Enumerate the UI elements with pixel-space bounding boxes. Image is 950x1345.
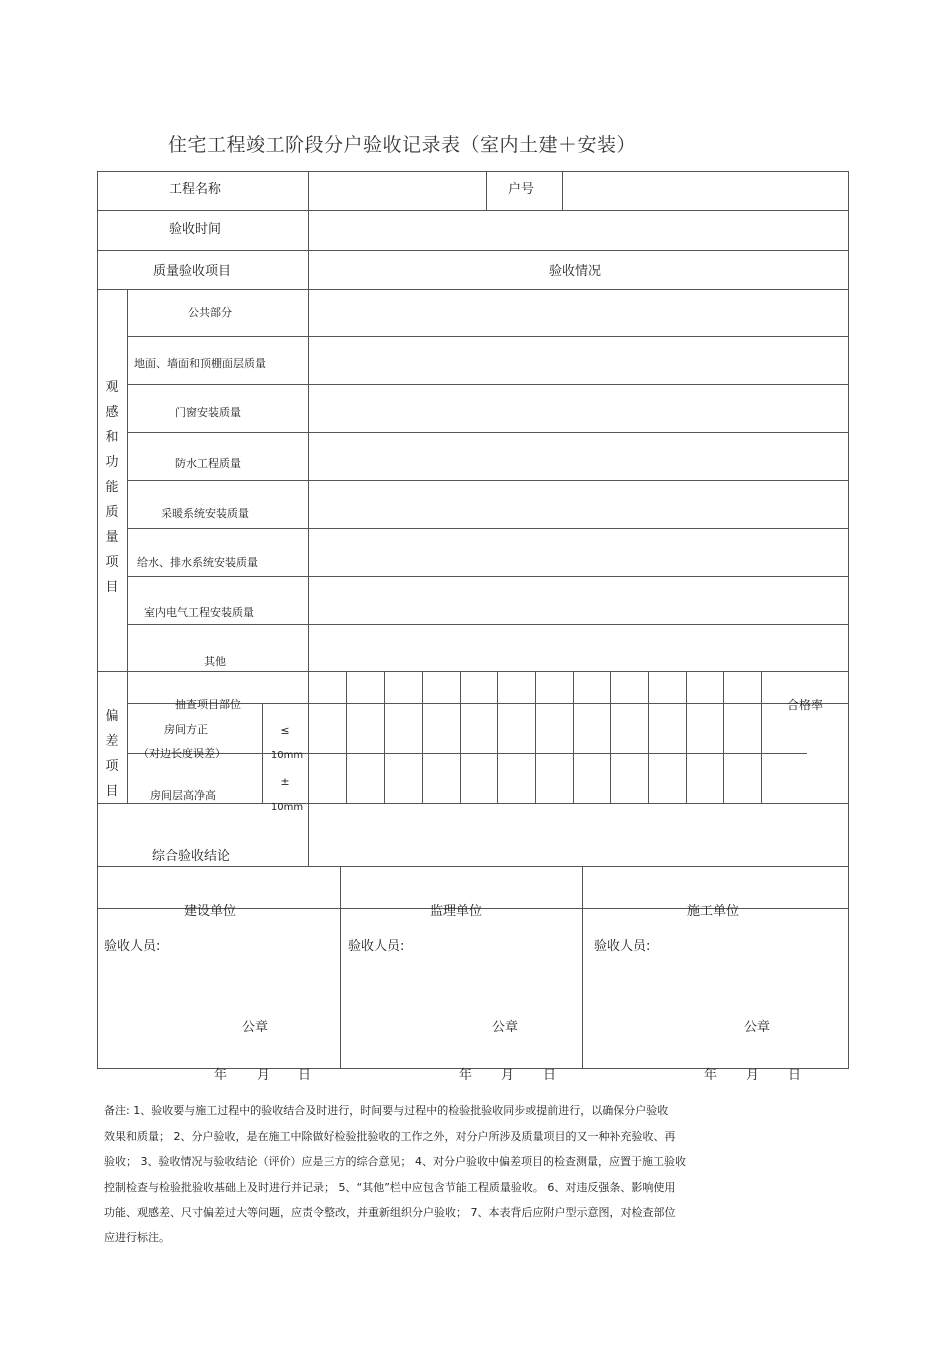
note-line: 控制检查与检验批验收基础上及时进行并记录； 5、“其他”栏中应包含节能工程质量验收。 6、对违反强条、影响使用 [104,1181,676,1194]
conclusion-label: 综合验收结论 [152,849,231,864]
note-line: 备注: 1、验收要与施工过程中的验收结合及时进行，时间要与过程中的检验批验收同步或提前进行，以确保分户验收 [104,1104,669,1117]
seal-label-supervisor: 公章 [492,1020,519,1035]
item-label-heating: 采暖系统安装质量 [161,507,249,520]
result-field-doors-windows[interactable] [312,388,842,430]
pass-rate-label: 合格率 [786,698,823,712]
section-char: 项 [105,759,119,774]
date-year-owner: 年 [214,1068,228,1083]
section-char: 量 [105,530,119,545]
date-month-owner: 月 [257,1068,271,1083]
unit-no-field[interactable] [566,178,844,206]
section-char: 质 [105,505,119,520]
date-day-contractor: 日 [788,1068,802,1083]
result-field-electrical[interactable] [312,580,842,622]
section-char: 观 [105,380,119,395]
party-name-contractor: 施工单位 [686,904,739,919]
item-label-public: 公共部分 [188,306,232,319]
date-year-contractor: 年 [704,1068,718,1083]
project-name-field[interactable] [312,178,482,206]
inspector-label-supervisor: 验收人员: [348,939,405,954]
tolerance-symbol-pm: ± [280,775,290,788]
seal-label-owner: 公章 [242,1020,269,1035]
quality-item-header: 质量验收项目 [152,264,231,279]
section-char: 偏 [105,709,119,724]
item-label-plumbing: 给水、排水系统安装质量 [137,556,258,569]
result-field-other[interactable] [312,628,842,669]
deviation-section-label [104,704,120,804]
item-label-other: 其他 [204,655,226,668]
sample-location-label: 抽查项目部位 [175,698,241,711]
date-month-contractor: 月 [746,1068,760,1083]
note-line: 功能、观感差、尺寸偏差过大等问题，应责令整改，并重新组织分户验收； 7、本表背后应附户型示意图，对检查部位 [104,1206,676,1219]
inspection-status-header: 验收情况 [548,264,601,279]
deviation-row-squareness-sublabel: （对边长度误差） [138,747,226,760]
section-char: 目 [105,784,119,799]
item-label-doors-windows: 门窗安装质量 [175,406,241,419]
deviation-row-squareness-label: 房间方正 [164,723,208,736]
item-label-electrical: 室内电气工程安装质量 [144,606,254,619]
page-title: 住宅工程竣工阶段分户验收记录表（室内土建＋安装） [168,134,637,156]
section-char: 功 [105,455,119,470]
tolerance-value: 10mm [270,750,304,761]
inspector-label-owner: 验收人员: [104,939,161,954]
date-day-owner: 日 [298,1068,312,1083]
note-line: 验收； 3、验收情况与验收结论（评价）应是三方的综合意见； 4、对分户验收中偏差项目的检查测量，应置于施工验收 [104,1155,686,1168]
party-name-owner: 建设单位 [183,904,236,919]
date-year-supervisor: 年 [459,1068,473,1083]
section-char: 能 [105,480,119,495]
section-char: 感 [105,405,119,420]
project-name-label: 工程名称 [168,182,221,197]
section-char: 项 [105,555,119,570]
inspection-time-label: 验收时间 [168,222,221,237]
result-field-waterproofing[interactable] [312,436,842,478]
note-line: 应进行标注。 [104,1231,170,1244]
date-day-supervisor: 日 [543,1068,557,1083]
party-name-supervisor: 监理单位 [429,904,482,919]
section-char: 和 [105,430,119,445]
unit-no-label: 户号 [507,182,534,197]
inspector-label-contractor: 验收人员: [594,939,651,954]
conclusion-field[interactable] [312,806,842,864]
seal-label-contractor: 公章 [744,1020,771,1035]
result-field-plumbing[interactable] [312,532,842,574]
item-label-waterproofing: 防水工程质量 [175,457,241,470]
result-field-heating[interactable] [312,484,842,526]
tolerance-value: 10mm [270,802,304,813]
inspection-time-field[interactable] [312,218,842,246]
result-field-public[interactable] [312,292,842,334]
visual-section-label [104,375,120,600]
section-char: 差 [105,734,119,749]
result-field-surfaces[interactable] [312,340,842,382]
note-line: 效果和质量； 2、分户验收，是在施工中除做好检验批验收的工作之外，对分户所涉及质量项目的又一种补充验收、再 [104,1130,676,1143]
deviation-row-height-label: 房间层高净高 [150,789,216,802]
section-char: 目 [105,580,119,595]
tolerance-symbol-le: ≤ [280,724,290,737]
date-month-supervisor: 月 [501,1068,515,1083]
item-label-surfaces: 地面、墙面和顶棚面层质量 [134,357,266,370]
